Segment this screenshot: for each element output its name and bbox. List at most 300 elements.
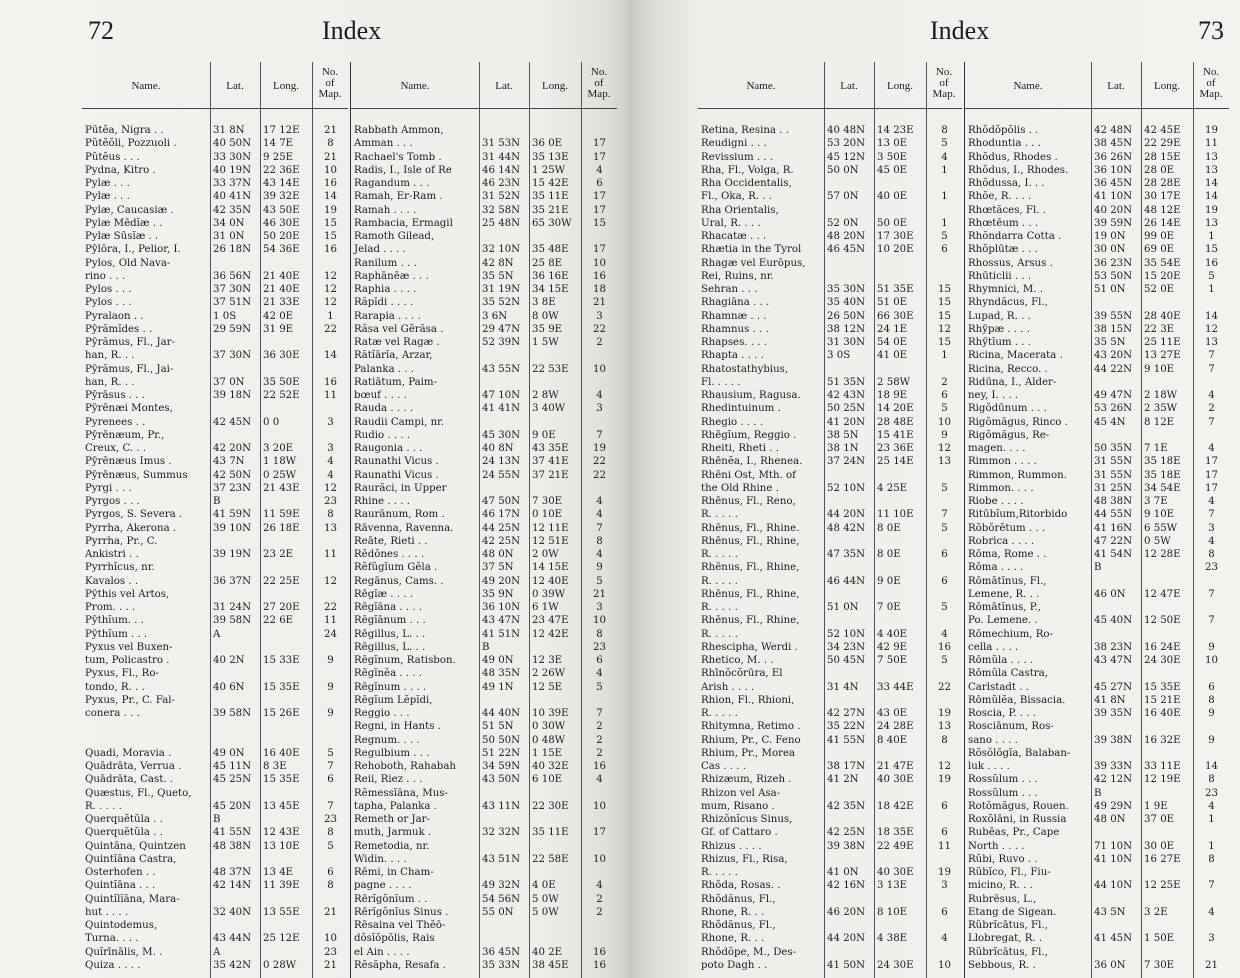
entry-long: 1 5W (532, 337, 559, 348)
entry-name: Rhŏdus, Rhodes . (968, 151, 1058, 163)
entry-lat: 43 20N (1094, 350, 1133, 362)
entry-name: Rhamnæ . . . (701, 310, 767, 322)
index-entry (82, 164, 350, 177)
entry-map-no: 7 (1208, 509, 1215, 521)
entry-name: Rēgillus, L. . . (354, 628, 426, 640)
index-entry (82, 720, 350, 733)
entry-map-no: 4 (596, 496, 603, 507)
entry-lat: 35 33N (482, 959, 521, 971)
index-entry (351, 548, 619, 561)
index-entry (351, 866, 619, 879)
entry-long: 31 9E (263, 323, 294, 335)
entry-name: Rhŏe, R. . . . (968, 191, 1032, 203)
entry-name: Fl. . . . . (701, 376, 741, 388)
entry-name: Rhyndăcus, Fl., (968, 297, 1048, 309)
entry-name: Pȳrāsus . . . (85, 390, 146, 401)
index-entry (82, 946, 350, 959)
entry-long: 6 10E (532, 774, 563, 786)
entry-map-no: 8 (1208, 774, 1215, 786)
index-entry (82, 177, 350, 190)
entry-name: Rhūticlii . . . (968, 270, 1032, 282)
entry-name: Roxŏlāni, in Russia (968, 814, 1067, 825)
index-entry (965, 720, 1231, 733)
index-entry (965, 389, 1231, 402)
index-entry (965, 879, 1231, 892)
index-entry (698, 469, 964, 482)
entry-name: luk . . . . (968, 761, 1010, 772)
index-entry (82, 296, 350, 309)
index-entry (351, 469, 619, 482)
entry-lat: 24 55N (482, 469, 521, 481)
entry-map-no: 17 (593, 138, 606, 150)
index-entry (965, 296, 1231, 309)
entry-long: 7 50E (877, 655, 908, 666)
entry-map-no: 21 (1205, 959, 1218, 971)
entry-map-no: 9 (1208, 641, 1215, 653)
entry-name: Raudii Campi, nr. (354, 416, 445, 428)
column-header-lat: Lat. (479, 62, 529, 109)
entry-name: R. . . . . (701, 708, 738, 719)
entry-name: Rhone, R. . . (701, 933, 765, 945)
entry-name: Ricina, Macerata . (968, 350, 1063, 362)
entry-long: 40 30E (877, 774, 914, 786)
index-entry (698, 561, 964, 574)
entry-long: 43 35E (532, 443, 569, 454)
index-entry (965, 522, 1231, 535)
entry-map-no: 12 (324, 270, 337, 282)
entry-long: 35 50E (263, 376, 300, 388)
entry-lat: 45 4N (1094, 416, 1126, 428)
entry-name: Rhizæum, Rizeh . (701, 774, 792, 786)
entry-map-no: 3 (327, 443, 334, 454)
index-entry (82, 548, 350, 561)
entry-long: 26 18E (263, 522, 300, 534)
index-entry (351, 124, 619, 137)
entry-map-no: 13 (1205, 337, 1218, 348)
entry-map-no: 7 (327, 761, 334, 772)
entry-map-no: 8 (1208, 694, 1215, 706)
entry-lat: 51 0N (1094, 284, 1126, 295)
entry-lat: 36 0N (1094, 959, 1126, 971)
index-entry (698, 800, 964, 813)
index-entry (82, 336, 350, 349)
entry-map-no: 10 (593, 363, 606, 375)
entry-lat: 48 0N (482, 549, 514, 560)
entry-map-no: 15 (593, 217, 606, 229)
entry-lat: 52 39N (482, 337, 521, 348)
entry-map-no: 6 (596, 655, 603, 666)
index-entry (965, 508, 1231, 521)
entry-lat: 46 14N (482, 164, 521, 176)
index-entry (965, 773, 1231, 786)
entry-name: Pylos, Old Nava- (85, 257, 171, 269)
entry-long: 45 0E (877, 164, 908, 176)
entry-lat: 53 26N (1094, 403, 1133, 415)
entry-lat: 45 40N (1094, 615, 1133, 627)
entry-long: 23 2E (263, 549, 294, 560)
index-entry (698, 654, 964, 667)
entry-lat: 41 0N (827, 867, 859, 878)
entry-long: 1 9E (1144, 800, 1168, 812)
index-entry (351, 601, 619, 614)
entry-name: Rhīnŏcŏrūra, El (701, 668, 783, 680)
entry-map-no: 1 (941, 164, 948, 176)
entry-name: R. . . . . (701, 509, 738, 521)
entry-map-no: 22 (324, 602, 337, 613)
index-entry (82, 402, 350, 415)
entry-long: 16 40E (263, 747, 300, 759)
entry-map-no: 21 (324, 125, 337, 136)
entry-map-no: 16 (593, 270, 606, 282)
column-header-no: No. of Map. (312, 62, 348, 109)
entry-name: Rŭbrĭcātus, Fl., (968, 946, 1048, 958)
entry-name: Ridūna, I., Alder- (968, 376, 1057, 388)
entry-long: 0 30W (532, 721, 566, 733)
entry-name: Rhœtăces, Fl. . (968, 204, 1046, 216)
index-entry (965, 800, 1231, 813)
index-entry (82, 495, 350, 508)
entry-long: 7 0E (877, 602, 901, 613)
entry-lat: 52 10N (827, 628, 866, 640)
entry-name: Rŭbĭco, Fl., Fiu- (968, 867, 1051, 878)
index-entry (82, 310, 350, 323)
entry-map-no: 8 (1208, 549, 1215, 560)
entry-lat: 41 54N (1094, 549, 1133, 560)
entry-lat: 35 30N (827, 284, 866, 295)
entry-long: 46 30E (263, 217, 300, 229)
entry-lat: 42 45N (213, 416, 252, 428)
entry-name: Rhēgĭum, Reggio . (701, 429, 797, 441)
entry-name: Rōmŭlĕa, Bissacia. (968, 694, 1066, 706)
entry-lat: 31 55N (1094, 456, 1133, 468)
entry-lat: 50 0N (827, 164, 859, 176)
entry-map-no: 7 (1208, 363, 1215, 375)
entry-map-no: 19 (593, 443, 606, 454)
entry-map-no: 1 (941, 350, 948, 362)
entry-name: Sebbous, R. . (968, 959, 1036, 971)
entry-long: 16 32E (1144, 734, 1181, 746)
entry-map-no: 6 (941, 549, 948, 560)
entry-map-no: 15 (324, 217, 337, 229)
index-entry (351, 482, 619, 495)
entry-long: 12 50E (1144, 615, 1181, 627)
entry-map-no: 7 (596, 429, 603, 441)
entry-name: Ratiātum, Paim- (354, 376, 438, 388)
index-entry (965, 164, 1231, 177)
entry-long: 7 1E (1144, 443, 1168, 454)
entry-long: 35 21E (532, 204, 569, 216)
entry-lat: 51 22N (482, 747, 521, 759)
entry-name: Querquĕtŭla . . (85, 827, 163, 839)
entry-map-no: 3 (327, 416, 334, 428)
entry-map-no: 16 (593, 761, 606, 772)
entry-lat: 50 50N (482, 734, 521, 746)
entry-map-no: 12 (1205, 323, 1218, 335)
entry-name: bœuf . . . . (354, 390, 407, 401)
entry-name: Quadi, Moravia . (85, 747, 172, 759)
entry-long: 25 12E (263, 933, 300, 945)
entry-name: Rhizŏnĭcus Sinus, (701, 814, 793, 825)
entry-map-no: 18 (593, 284, 606, 295)
entry-map-no: 3 (941, 880, 948, 892)
entry-lat: 42 20N (213, 443, 252, 454)
entry-lat: 36 26N (1094, 151, 1133, 163)
entry-map-no: 4 (596, 549, 603, 560)
entry-lat: 41 41N (482, 403, 521, 415)
entry-name: Pylæ . . . (85, 178, 130, 189)
entry-long: 13 55E (263, 906, 300, 918)
entry-lat: 38 17N (827, 761, 866, 772)
entry-lat: 24 13N (482, 456, 521, 468)
entry-name: Raunathi Vicus . (354, 469, 439, 481)
entry-name: Rhŏplūtæ . . . (968, 244, 1038, 256)
index-entry (351, 296, 619, 309)
entry-name: Quādrāta, Verrua . (85, 761, 182, 772)
index-entry (351, 217, 619, 230)
page-number: 73 (1198, 16, 1224, 45)
index-entry (698, 773, 964, 786)
entry-name: ney, I. . . . (968, 390, 1019, 401)
entry-lat: 42 27N (827, 708, 866, 719)
entry-name: Rabbath Ammon, (354, 125, 444, 136)
entry-lat: 46 44N (827, 575, 866, 587)
entry-lat: 43 11N (482, 800, 521, 812)
index-column (698, 62, 964, 978)
index-entry (965, 283, 1231, 296)
entry-name: Ural, R. . . . (701, 217, 761, 229)
index-entry (965, 601, 1231, 614)
index-entry (82, 641, 350, 654)
index-entry (698, 349, 964, 362)
entry-name: Rheiti, Rheti . . (701, 443, 779, 454)
entry-name: Widin. . . . (354, 853, 407, 865)
entry-name: Pyxus, Fl., Ro- (85, 668, 159, 680)
entry-name: Pyralaon . . (85, 310, 144, 322)
entry-map-no: 3 (596, 403, 603, 415)
entry-map-no: 7 (596, 708, 603, 719)
index-entry (82, 853, 350, 866)
entry-map-no: 19 (1205, 204, 1218, 216)
entry-name: Rhamnus . . . (701, 323, 769, 335)
entry-name: Rŏsŏlŏgĭa, Balaban- (968, 747, 1071, 759)
column-header-lat: Lat. (824, 62, 874, 109)
entry-long: 40 32E (532, 761, 569, 772)
entry-lat: 43 47N (482, 615, 521, 627)
entry-long: 8 0E (877, 522, 901, 534)
entry-name: Rigŏmăgus, Rinco . (968, 416, 1068, 428)
entry-name: Quiza . . . . (85, 959, 141, 971)
entry-long: 17 30E (877, 231, 914, 242)
entry-map-no: 14 (324, 191, 337, 203)
entry-long: 15 26E (263, 708, 300, 719)
index-entry (965, 204, 1231, 217)
entry-long: 15 33E (263, 655, 300, 666)
entry-name: Retina, Resina . . (701, 125, 789, 136)
entry-long: 33 44E (877, 681, 914, 693)
column-header-long: Long. (529, 62, 581, 109)
entry-long: 35 18E (1144, 469, 1181, 481)
entry-lat: 43 44N (213, 933, 252, 945)
entry-long: 22 30E (532, 800, 569, 812)
index-entry (965, 787, 1231, 800)
entry-long: 14 23E (877, 125, 914, 136)
index-entry (965, 747, 1231, 760)
entry-long: 14 15E (532, 562, 569, 574)
entry-lat: A (213, 628, 221, 640)
entry-name: Pȳthĭum. . . (85, 615, 144, 627)
entry-name: Pyxus, Pr., C. Fal- (85, 694, 175, 706)
entry-name: Raunathi Vicus . (354, 456, 439, 468)
index-entry (351, 230, 619, 243)
index-entry (351, 455, 619, 468)
index-entry (351, 389, 619, 402)
entry-map-no: 2 (596, 747, 603, 759)
entry-map-no: 4 (327, 456, 334, 468)
entry-map-no: 1 (941, 217, 948, 229)
index-column (350, 62, 619, 978)
entry-map-no: 16 (1205, 257, 1218, 269)
entry-name: Sehran . . . (701, 284, 758, 295)
entry-lat: 34 23N (827, 641, 866, 653)
entry-map-no: 1 (1208, 284, 1215, 295)
index-entry (82, 932, 350, 945)
index-entry (82, 561, 350, 574)
index-entry (965, 151, 1231, 164)
index-entry (698, 787, 964, 800)
entry-lat: 31 44N (482, 151, 521, 163)
entry-lat: 54 56N (482, 893, 521, 905)
entry-name: Răpĭdi . . . . (354, 297, 414, 309)
index-entry (351, 270, 619, 283)
entry-lat: 39 59N (1094, 217, 1133, 229)
entry-long: 0 48W (532, 734, 566, 746)
entry-long: 1 25W (532, 164, 566, 176)
entry-lat: 46 45N (827, 244, 866, 256)
entry-lat: 32 10N (482, 244, 521, 256)
entry-name: Rhapta . . . . (701, 350, 764, 362)
entry-map-no: 21 (324, 151, 337, 163)
entry-name: Reii, Riez . . . (354, 774, 423, 786)
entry-map-no: 22 (324, 323, 337, 335)
entry-lat: 38 12N (827, 323, 866, 335)
entry-lat: 44 22N (1094, 363, 1133, 375)
index-entry (351, 376, 619, 389)
entry-name: Rhŏda, Rosas. . (701, 880, 781, 892)
entry-name: Rhȳpæ . . . . (968, 323, 1030, 335)
entry-name: Rhēnus, Fl., Rhine, (701, 535, 800, 547)
index-entry (698, 853, 964, 866)
index-entry (698, 893, 964, 906)
index-entry (965, 588, 1231, 601)
entry-long: 12 5E (532, 681, 563, 693)
entry-name: Rēgĭnum, Ratisbon. (354, 655, 456, 666)
entry-lat: 39 19N (213, 549, 252, 560)
index-entry (351, 416, 619, 429)
entry-map-no: 15 (324, 231, 337, 242)
entry-long: 9 0E (532, 429, 556, 441)
index-entry (82, 416, 350, 429)
index-entry (82, 349, 350, 362)
entry-lat: 46 23N (482, 178, 521, 189)
index-entry (698, 137, 964, 150)
entry-name: Pȳrămus, Fl., Jai- (85, 363, 174, 375)
index-entry (351, 164, 619, 177)
entry-lat: B (1094, 787, 1102, 799)
entry-name: R. . . . . (85, 800, 122, 812)
entry-map-no: 5 (941, 482, 948, 494)
entry-lat: 36 10N (1094, 164, 1133, 176)
index-entry (698, 482, 964, 495)
entry-name: Rōmŭla . . . . (968, 655, 1034, 666)
entry-map-no: 8 (596, 628, 603, 640)
entry-map-no: 5 (327, 840, 334, 852)
index-entry (965, 243, 1231, 256)
entry-map-no: 23 (1205, 562, 1218, 574)
index-entry (351, 787, 619, 800)
entry-map-no: 8 (327, 880, 334, 892)
entry-name: Pȳthĭum . . . (85, 628, 148, 640)
index-entries (82, 124, 350, 972)
entry-long: 7 30E (532, 496, 563, 507)
entry-name: Rhapses. . . . (701, 337, 767, 348)
entry-name: micino, R. . . (968, 880, 1033, 892)
index-entry (965, 681, 1231, 694)
entry-name: Pydna, Kitro . (85, 164, 156, 176)
entry-long: 12 11E (532, 522, 569, 534)
index-entry (351, 893, 619, 906)
index-entry (965, 230, 1231, 243)
entry-long: 3 13E (877, 880, 908, 892)
entry-name: Rhȳtĭum . . . (968, 337, 1031, 348)
index-entry (351, 575, 619, 588)
entry-map-no: 4 (1208, 535, 1215, 547)
entry-name: Pȳrămus, Fl., Jar- (85, 337, 175, 348)
entry-long: 40 0E (877, 191, 908, 203)
entry-long: 12 51E (532, 535, 569, 547)
index-entry (82, 243, 350, 256)
entry-long: 34 15E (532, 284, 569, 295)
index-entry (965, 734, 1231, 747)
entry-map-no: 13 (938, 721, 951, 733)
entry-name: Rĕdŏnes . . . . (354, 549, 425, 560)
entry-lat: 37 24N (827, 456, 866, 468)
column-header-long: Long. (1141, 62, 1193, 109)
entry-map-no: 4 (596, 668, 603, 680)
entry-map-no: 19 (938, 867, 951, 878)
entry-long: 25 8E (532, 257, 563, 269)
entry-map-no: 5 (596, 575, 603, 587)
entry-name: Rhausium, Ragusa. (701, 390, 801, 401)
entry-name: Raugonia . . . (354, 443, 423, 454)
entry-map-no: 6 (941, 244, 948, 256)
entry-lat: 3 0S (827, 350, 851, 362)
entry-map-no: 1 (1208, 814, 1215, 825)
index-entry (82, 840, 350, 853)
index-entry (698, 588, 964, 601)
index-entry (965, 813, 1231, 826)
index-entry (698, 243, 964, 256)
entry-long: 36 30E (263, 350, 300, 362)
index-entry (698, 402, 964, 415)
index-entry (698, 760, 964, 773)
entry-lat: 26 18N (213, 244, 252, 256)
entry-map-no: 5 (941, 138, 948, 150)
index-entry (965, 442, 1231, 455)
entry-long: 4 40E (877, 628, 908, 640)
entry-long: 54 0E (877, 337, 908, 348)
entry-map-no: 8 (941, 734, 948, 746)
entry-lat: B (213, 496, 221, 507)
